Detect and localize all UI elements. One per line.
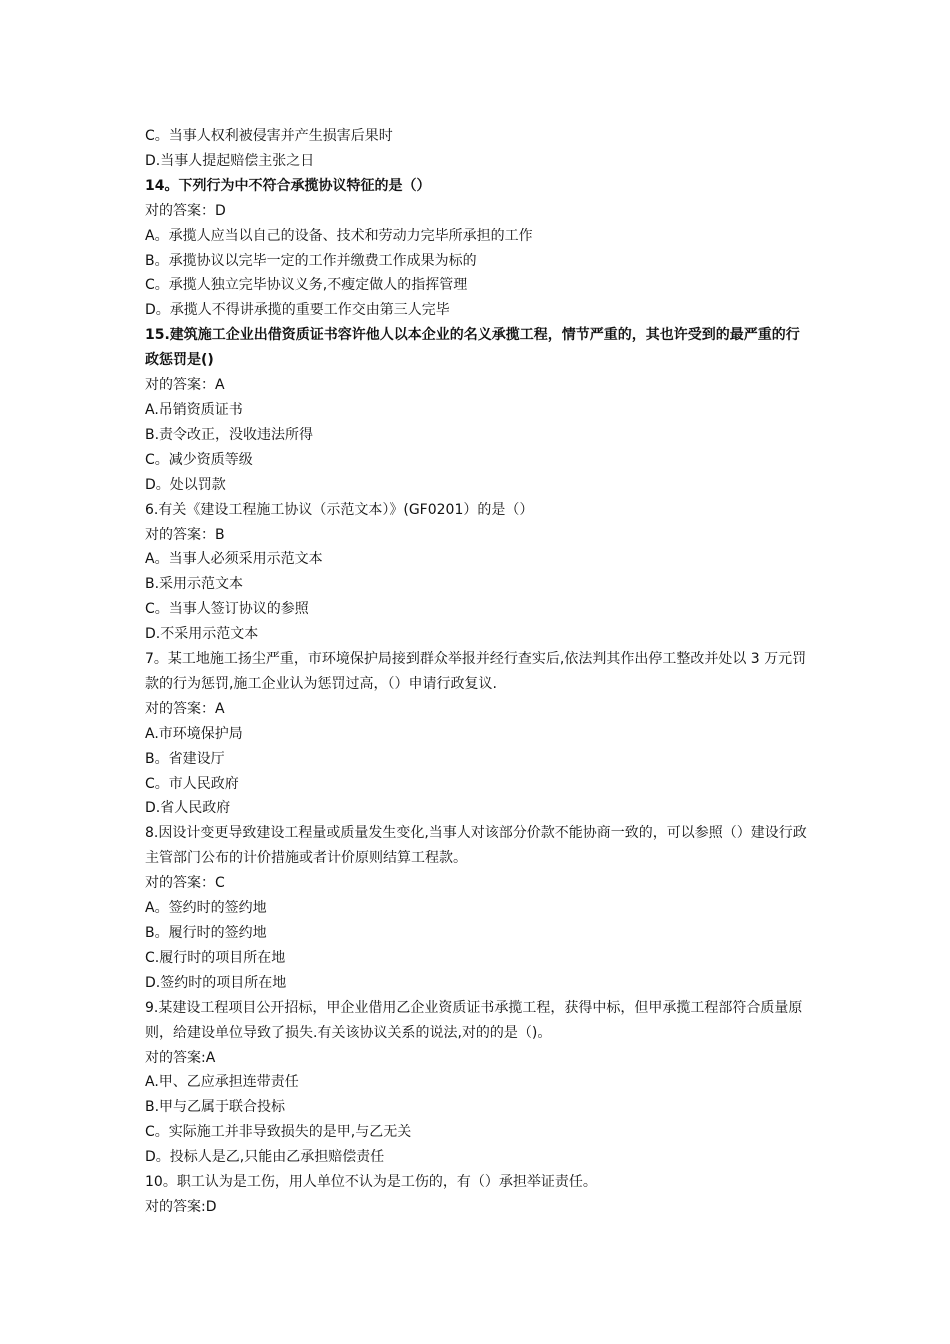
question-6: 6.有关《建设工程施工协议（示范文本）》(GF0201）的是（） xyxy=(145,501,534,518)
option-line: D。处以罚款 xyxy=(145,476,226,493)
option-line: A.吊销资质证书 xyxy=(145,401,243,418)
answer-line: 对的答案:A xyxy=(145,1049,216,1066)
answer-line: 对的答案：C xyxy=(145,875,225,892)
answer-line: 对的答案:D xyxy=(145,1198,217,1215)
option-line: C。减少资质等级 xyxy=(145,451,253,468)
option-line: C。承揽人独立完毕协议义务,不瘦定做人的指挥管理 xyxy=(145,277,468,294)
option-line: B。承揽协议以完毕一定的工作并缴费工作成果为标的 xyxy=(145,252,477,269)
option-line: A.甲、乙应承担连带责任 xyxy=(145,1074,299,1091)
option-line: C。市人民政府 xyxy=(145,775,239,792)
answer-line: 对的答案：A xyxy=(145,377,225,394)
option-line: A。承揽人应当以自己的设备、技术和劳动力完毕所承担的工作 xyxy=(145,227,533,244)
option-line: D。承揽人不得讲承揽的重要工作交由第三人完毕 xyxy=(145,302,450,319)
question-15: 15.建筑施工企业出借资质证书容许他人以本企业的名义承揽工程，情节严重的，其也许受到的最严重的行政惩罚是() xyxy=(145,327,800,369)
option-line: D.省人民政府 xyxy=(145,800,231,817)
option-line: B.采用示范文本 xyxy=(145,576,244,593)
question-8: 8.因设计变更导致建设工程量或质量发生变化,当事人对该部分价款不能协商一致的，可以参照（）建设行政主管部门公布的计价措施或者计价原则结算工程款。 xyxy=(145,825,807,867)
option-line: B.责令改正，没收违法所得 xyxy=(145,426,314,443)
option-line: C。实际施工并非导致损失的是甲,与乙无关 xyxy=(145,1124,412,1141)
option-line: C。当事人签订协议的参照 xyxy=(145,601,309,618)
option-line: B。履行时的签约地 xyxy=(145,925,267,941)
option-line: D.不采用示范文本 xyxy=(145,626,259,643)
option-line: C。当事人权利被侵害并产生损害后果时 xyxy=(145,128,393,144)
option-line: D。投标人是乙,只能由乙承担赔偿责任 xyxy=(145,1149,385,1166)
option-line: B。省建设厅 xyxy=(145,750,225,767)
question-10: 10。职工认为是工伤，用人单位不认为是工伤的，有（）承担举证责任。 xyxy=(145,1174,597,1191)
option-line: C.履行时的项目所在地 xyxy=(145,949,286,966)
option-line: D.当事人提起赔偿主张之日 xyxy=(145,152,315,169)
question-9: 9.某建设工程项目公开招标，甲企业借用乙企业资质证书承揽工程，获得中标，但甲承揽工程部符合质量原则，给建设单位导致了损失.有关该协议关系的说法,对的的是（)。 xyxy=(145,999,803,1041)
question-7: 7。某工地施工扬尘严重，市环境保护局接到群众举报并经行查实后,依法判其作出停工整改并处以 3 万元罚款的行为惩罚,施工企业认为惩罚过高，（）申请行政复议. xyxy=(145,651,807,692)
answer-line: 对的答案：D xyxy=(145,202,226,219)
option-line: A.市环境保护局 xyxy=(145,725,243,742)
answer-line: 对的答案：B xyxy=(145,526,225,543)
option-line: D.签约时的项目所在地 xyxy=(145,974,287,991)
option-line: A。当事人必须采用示范文本 xyxy=(145,551,323,568)
answer-line: 对的答案：A xyxy=(145,700,225,717)
option-line: B.甲与乙属于联合投标 xyxy=(145,1099,286,1116)
question-14: 14。下列行为中不符合承揽协议特征的是（） xyxy=(145,177,431,194)
option-line: A。签约时的签约地 xyxy=(145,900,267,917)
document-body xyxy=(145,124,810,1220)
